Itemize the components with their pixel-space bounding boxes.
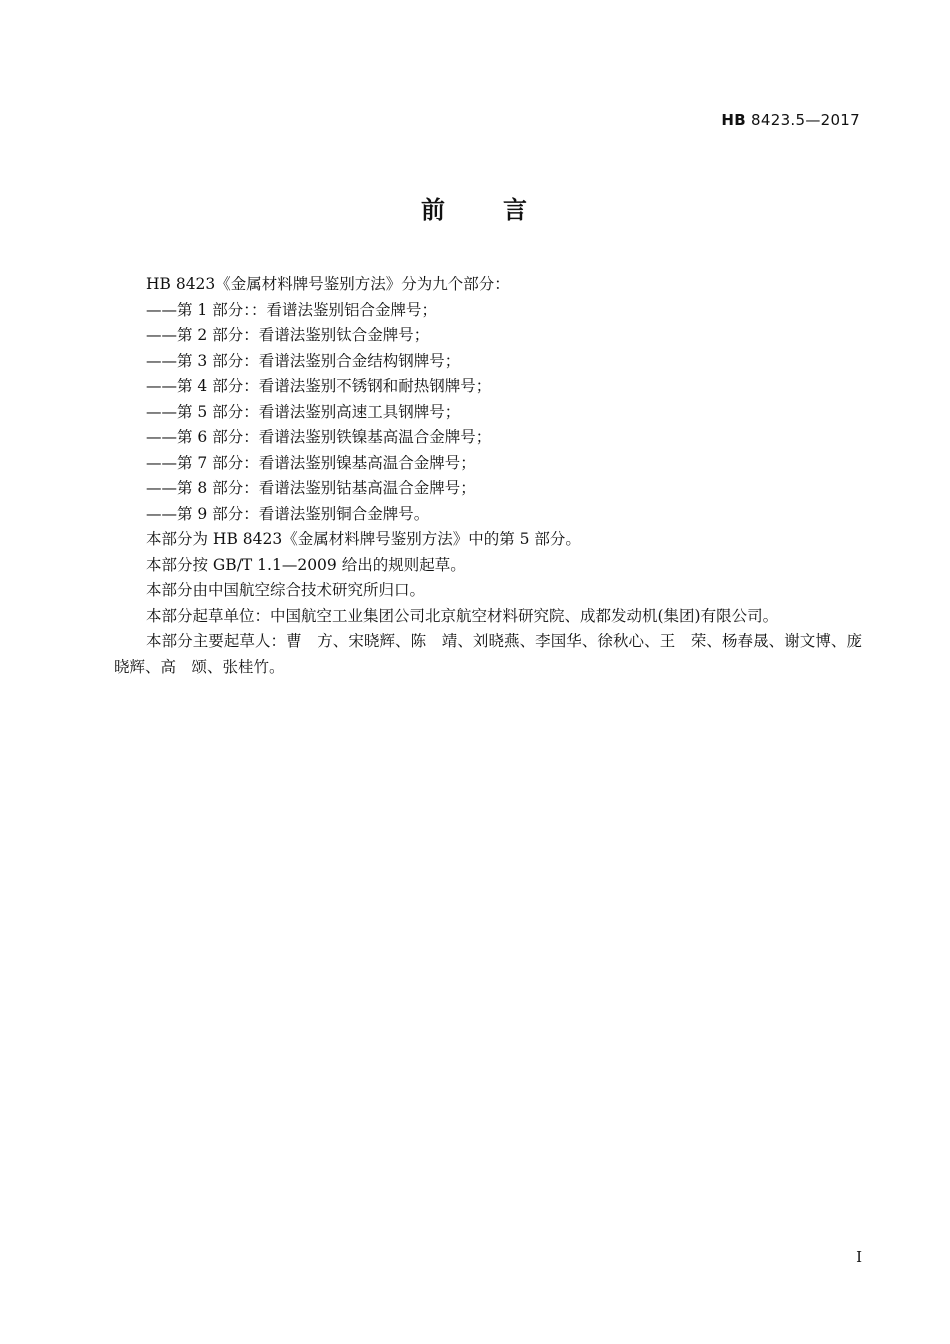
list-item-part-6: ——第 6 部分：看谱法鉴别铁镍基高温合金牌号；: [146, 428, 492, 446]
title-char-1: 前: [421, 196, 447, 224]
paragraph-intro: HB 8423《金属材料牌号鉴别方法》分为九个部分：: [146, 275, 510, 293]
list-item-part-3: ——第 3 部分：看谱法鉴别合金结构钢牌号；: [146, 351, 461, 370]
title-char-2: 言: [503, 196, 529, 224]
paragraph-drafting-rules: 本部分按 GB/T 1.1—2009 给出的规则起草。: [146, 555, 466, 574]
page-title: [0, 190, 950, 225]
paragraph-drafters: 本部分主要起草人：曹 方、宋晓辉、陈 靖、刘晓燕、李国华、徐秋心、王 荣、杨春晟、谢文博、庞晓辉、高 颂、张桂竹。: [114, 632, 862, 676]
list-item-part-2: ——第 2 部分：看谱法鉴别钛合金牌号；: [146, 326, 430, 344]
page-number: I: [856, 1248, 862, 1266]
standard-number: [721, 111, 860, 129]
paragraph-responsible-unit: 本部分由中国航空综合技术研究所归口。: [146, 581, 426, 599]
foreword-body: [114, 272, 862, 680]
list-item-part-9: ——第 9 部分：看谱法鉴别铜合金牌号。: [146, 504, 430, 523]
paragraph-part-statement: 本部分为 HB 8423《金属材料牌号鉴别方法》中的第 5 部分。: [146, 530, 581, 548]
list-item-part-1: ——第 1 部分：：看谱法鉴别铝合金牌号；: [146, 300, 437, 319]
standard-code: 8423.5—2017: [745, 111, 860, 129]
paragraph-drafting-units: 本部分起草单位：中国航空工业集团公司北京航空材料研究院、成都发动机(集团)有限公司。: [146, 606, 779, 625]
list-item-part-5: ——第 5 部分：看谱法鉴别高速工具钢牌号；: [146, 402, 461, 421]
list-item-part-8: ——第 8 部分：看谱法鉴别钴基高温合金牌号；: [146, 479, 476, 497]
list-item-part-4: ——第 4 部分：看谱法鉴别不锈钢和耐热钢牌号；: [146, 377, 492, 395]
standard-prefix: HB: [721, 111, 746, 129]
list-item-part-7: ——第 7 部分：看谱法鉴别镍基高温合金牌号；: [146, 453, 476, 472]
